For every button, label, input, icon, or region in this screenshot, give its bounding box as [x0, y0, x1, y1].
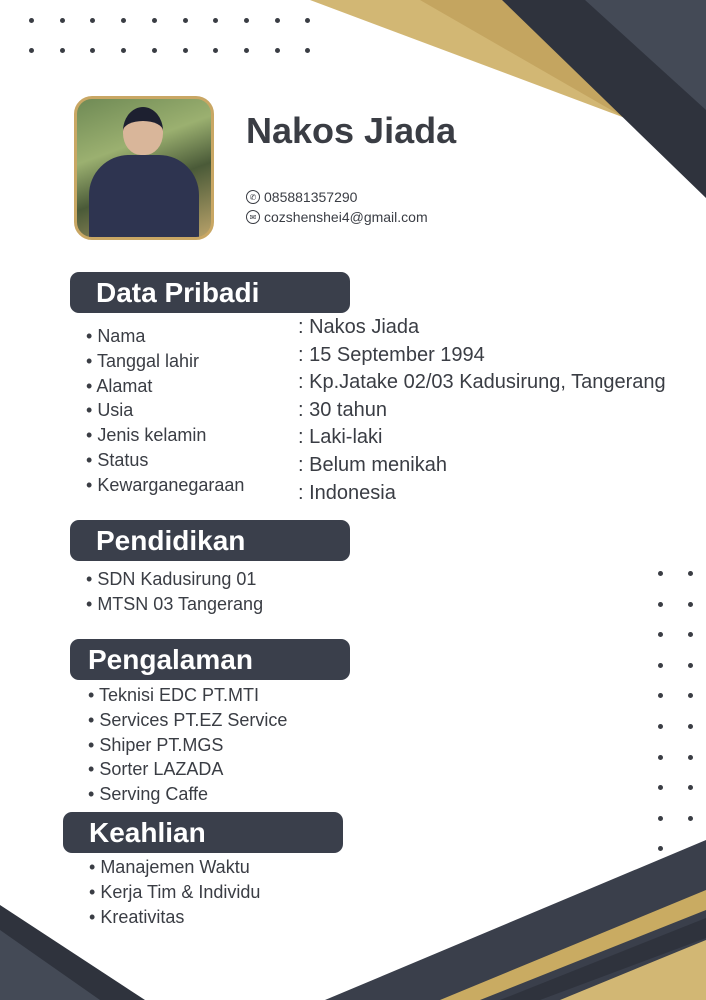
dot [658, 602, 663, 607]
profile-photo [74, 96, 214, 240]
email-icon: ✉ [246, 210, 260, 224]
dot [688, 663, 693, 668]
dot [29, 48, 34, 53]
experience-item: • Shiper PT.MGS [88, 735, 223, 756]
dot [688, 602, 693, 607]
full-name: Nakos Jiada [246, 110, 457, 151]
personal-value: : 30 tahun [298, 398, 387, 421]
section-header-experience: Pengalaman [70, 639, 350, 680]
dot [244, 48, 249, 53]
dot [152, 18, 157, 23]
personal-label: • Nama [86, 326, 145, 347]
skills-item: • Kreativitas [89, 907, 184, 928]
education-item: • SDN Kadusirung 01 [86, 569, 256, 590]
dot [60, 48, 65, 53]
education-item: • MTSN 03 Tangerang [86, 594, 263, 615]
personal-value: : Laki-laki [298, 426, 383, 449]
dot [658, 571, 663, 576]
personal-value: : Indonesia [298, 481, 396, 504]
personal-value: : Kp.Jatake 02/03 Kadusirung, Tangerang [298, 371, 666, 394]
dot [152, 48, 157, 53]
personal-value: : 15 September 1994 [298, 343, 485, 366]
personal-label: • Jenis kelamin [86, 425, 206, 446]
experience-item: • Serving Caffe [88, 784, 208, 805]
section-header-education: Pendidikan [70, 520, 350, 561]
dot [658, 816, 663, 821]
phone-number: 085881357290 [264, 189, 358, 205]
dot [688, 816, 693, 821]
personal-label: • Kewarganegaraan [86, 475, 244, 496]
email-address: cozshenshei4@gmail.com [264, 209, 428, 225]
personal-label: • Alamat [86, 376, 152, 397]
dot [658, 663, 663, 668]
dot [60, 18, 65, 23]
skills-item: • Manajemen Waktu [89, 857, 250, 878]
email-row [246, 209, 428, 225]
personal-label: • Tanggal lahir [86, 351, 199, 372]
phone-row [246, 189, 357, 205]
dot [183, 48, 188, 53]
personal-value: : Nakos Jiada [298, 316, 420, 338]
experience-item: • Sorter LAZADA [88, 759, 223, 780]
dot [688, 571, 693, 576]
experience-item: • Services PT.EZ Service [88, 710, 287, 731]
dot [688, 755, 693, 760]
section-header-skills: Keahlian [63, 812, 343, 853]
dot [658, 755, 663, 760]
personal-label: • Status [86, 450, 148, 471]
dot [275, 18, 280, 23]
phone-icon: ✆ [246, 190, 260, 204]
dot [29, 18, 34, 23]
section-header-personal: Data Pribadi [70, 272, 350, 313]
dot [183, 18, 188, 23]
skills-item: • Kerja Tim & Individu [89, 882, 260, 903]
dot [275, 48, 280, 53]
dot [688, 724, 693, 729]
experience-item: • Teknisi EDC PT.MTI [88, 685, 259, 706]
dot [244, 18, 249, 23]
dot [658, 724, 663, 729]
personal-label: • Usia [86, 400, 133, 421]
personal-value: : Belum menikah [298, 454, 447, 476]
